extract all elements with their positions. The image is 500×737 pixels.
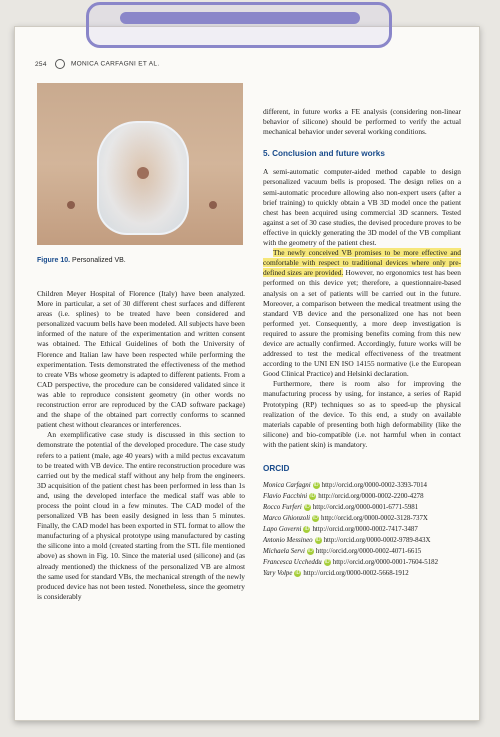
running-authors: MONICA CARFAGNI ET AL. [70, 60, 160, 68]
orcid-icon: iD [295, 570, 301, 577]
orcid-link[interactable]: http://orcid.org/0000-0002-9789-843X [323, 537, 431, 545]
paragraph: Children Meyer Hospital of Florence (Italy) have been analyzed. More in particular, a set of 30 different chest surfaces and different areas (i.e. splines) to be treated have been considered and personalized vacuum bells have been modeled. All subjects have been informed of the nature of the experimentation and written consent was obtained. The Ethical Guidelines of both the University of Florence and Italian law have been respected while performing the experimentation. Tests demonstrated the effectiveness of the method to create VBs whose geometry is adapted to different patients. From a CAD perspective, the procedure can be considered validated since it was able to reproduce consistent geometry (in other words no reconstruction error are reproduced by the CAD software package) and the shape of the obtained part correctly conforms to scanned patient chest without clearances or interferences. [37, 289, 245, 430]
orcid-entry [263, 557, 461, 568]
orcid-icon: iD [313, 482, 319, 489]
author-name: Michaela Servi [263, 548, 305, 556]
author-name: Rocco Furferi [263, 504, 302, 512]
orcid-link[interactable]: http://orcid.org/0000-0002-7417-3487 [312, 526, 418, 534]
paragraph: different, in future works a FE analysis (considering non-linear behavior of silicone) should be performed to verify the actual mechanical behavior under several working conditions. [263, 107, 461, 137]
orcid-icon: iD [313, 515, 318, 522]
bell-valve [137, 167, 149, 179]
chest-detail [209, 201, 217, 209]
figure-label: Figure 10. [37, 257, 71, 264]
journal-logo-icon [55, 59, 65, 69]
orcid-link[interactable]: http://orcid.org/0000-0002-3128-737X [321, 515, 428, 523]
figure-caption [37, 257, 126, 264]
author-name: Monica Carfagni [263, 482, 311, 490]
orcid-icon: iD [308, 548, 313, 555]
author-name: Yary Volpe [263, 570, 293, 578]
author-name: Lapo Governi [263, 526, 302, 534]
author-name: Flavio Facchini [263, 493, 308, 501]
orcid-heading: ORCID [263, 464, 290, 473]
orcid-entry [263, 502, 461, 513]
orcid-icon: iD [304, 504, 310, 511]
author-name: Antonio Messineo [263, 537, 313, 545]
clip-frame [86, 2, 392, 48]
orcid-entry [263, 480, 461, 491]
highlighted-text: The newly conceived VB promises to be more effective and comfortable with respect to traditional devices where only pre-defined sizes are provided. [263, 248, 461, 278]
orcid-link[interactable]: http://orcid.org/0000-0002-5668-1912 [303, 570, 409, 578]
figure-photo [37, 83, 243, 245]
right-column [263, 107, 461, 579]
orcid-entry [263, 535, 461, 546]
orcid-entry [263, 524, 461, 535]
left-column [37, 289, 245, 602]
orcid-entry [263, 513, 461, 524]
orcid-icon: iD [315, 537, 321, 544]
document-page [14, 26, 480, 721]
orcid-link[interactable]: http://orcid.org/0000-0002-2200-4278 [318, 493, 424, 501]
orcid-entry [263, 568, 461, 579]
chest-detail [67, 201, 75, 209]
orcid-link[interactable]: http://orcid.org/0000-0002-3393-7014 [321, 482, 427, 490]
clip-bar [120, 12, 360, 24]
orcid-link[interactable]: http://orcid.org/0000-0001-7604-5182 [332, 559, 439, 567]
figure-caption-text: Personalized VB. [72, 257, 126, 264]
running-header [35, 59, 159, 69]
orcid-icon: iD [310, 493, 316, 500]
orcid-entry [263, 491, 461, 502]
author-name: Marco Ghionzoli [263, 515, 311, 523]
orcid-link[interactable]: http://orcid.org/0000-0002-4071-6615 [315, 548, 422, 556]
orcid-icon: iD [324, 559, 330, 566]
paragraph-text: However, no ergonomics test has been performed on this device yet; therefore, a questionnaire-based analysis on a set of patients will be carried out in the future. Moreover, a comparison between the medical treatment using the standard VB device and the personalized one has not been performed yet. Consequently, a more deep investigation is required to assure the promising benefits coming from this new device are actually confirmed. Accordingly, future works will be addressed to test the medical effectiveness of the treatment according to the UNI EN ISO 14155 normative (i.e the European Good Clinical Practice) and Helsinki declaration. [263, 268, 461, 379]
author-name: Francesca Uccheddu [263, 559, 322, 567]
orcid-list [263, 480, 461, 579]
paragraph [263, 248, 461, 379]
orcid-icon: iD [304, 526, 310, 533]
section-heading: 5. Conclusion and future works [263, 149, 385, 159]
orcid-link[interactable]: http://orcid.org/0000-0001-6771-5981 [312, 504, 419, 512]
orcid-entry [263, 546, 461, 557]
paragraph: Furthermore, there is room also for improving the manufacturing process by using, for instance, a series of Rapid Prototyping (RP) techniques so as to speed-up the physical realization of the device. To this end, a study on available materials capable of presenting both high deformability (like the silicone) and bio-compatible (i.e. not harmful when in contact with the patient skin) is mandatory. [263, 379, 461, 449]
page-number: 254 [35, 60, 47, 68]
paragraph: A semi-automatic computer-aided method capable to design personalized vacuum bells is proposed. The design relies on a semi-automatic procedure allowing also non-expert users (after a brief training) to quickly obtain a VB 3D model once the patient chest has been acquired using commercial 3D scanners. Tested against a set of 30 case studies, the devised procedure proves to be effective in quickly generating the 3D model of the VB compliant with the geometry of the patient chest. [263, 167, 461, 248]
paragraph: An exemplificative case study is discussed in this section to demonstrate the potential of the developed procedure. The case study refers to a patient (male, age 40 years) with a mild pectus excavatum to be treated with VB device. The entire reconstruction procedure was carried out by the medical staff without any help from the engineers. 3D acquisition of the patient chest has been performed in less than 1s and, using the developed interface the medical staff was able to process the point cloud in a few minutes. The CAD model of the personalized VB has been easily designed in less than 5 minutes. Finally, the CAD model has been exported in STL format to allow the manufacturing of a physical prototype using manufactured by casting the silicone into a mold (created starting from the STL file mentioned above) as shown in Fig. 10. Since the material used (silicone) and (as already mentioned) the thickness of the personalized VB are almost the same used for standard VBs, the mechanical strength of the newly produced device has not been tested. Nonetheless, since the geometry is considerably [37, 430, 245, 601]
vacuum-bell-image [97, 121, 189, 235]
